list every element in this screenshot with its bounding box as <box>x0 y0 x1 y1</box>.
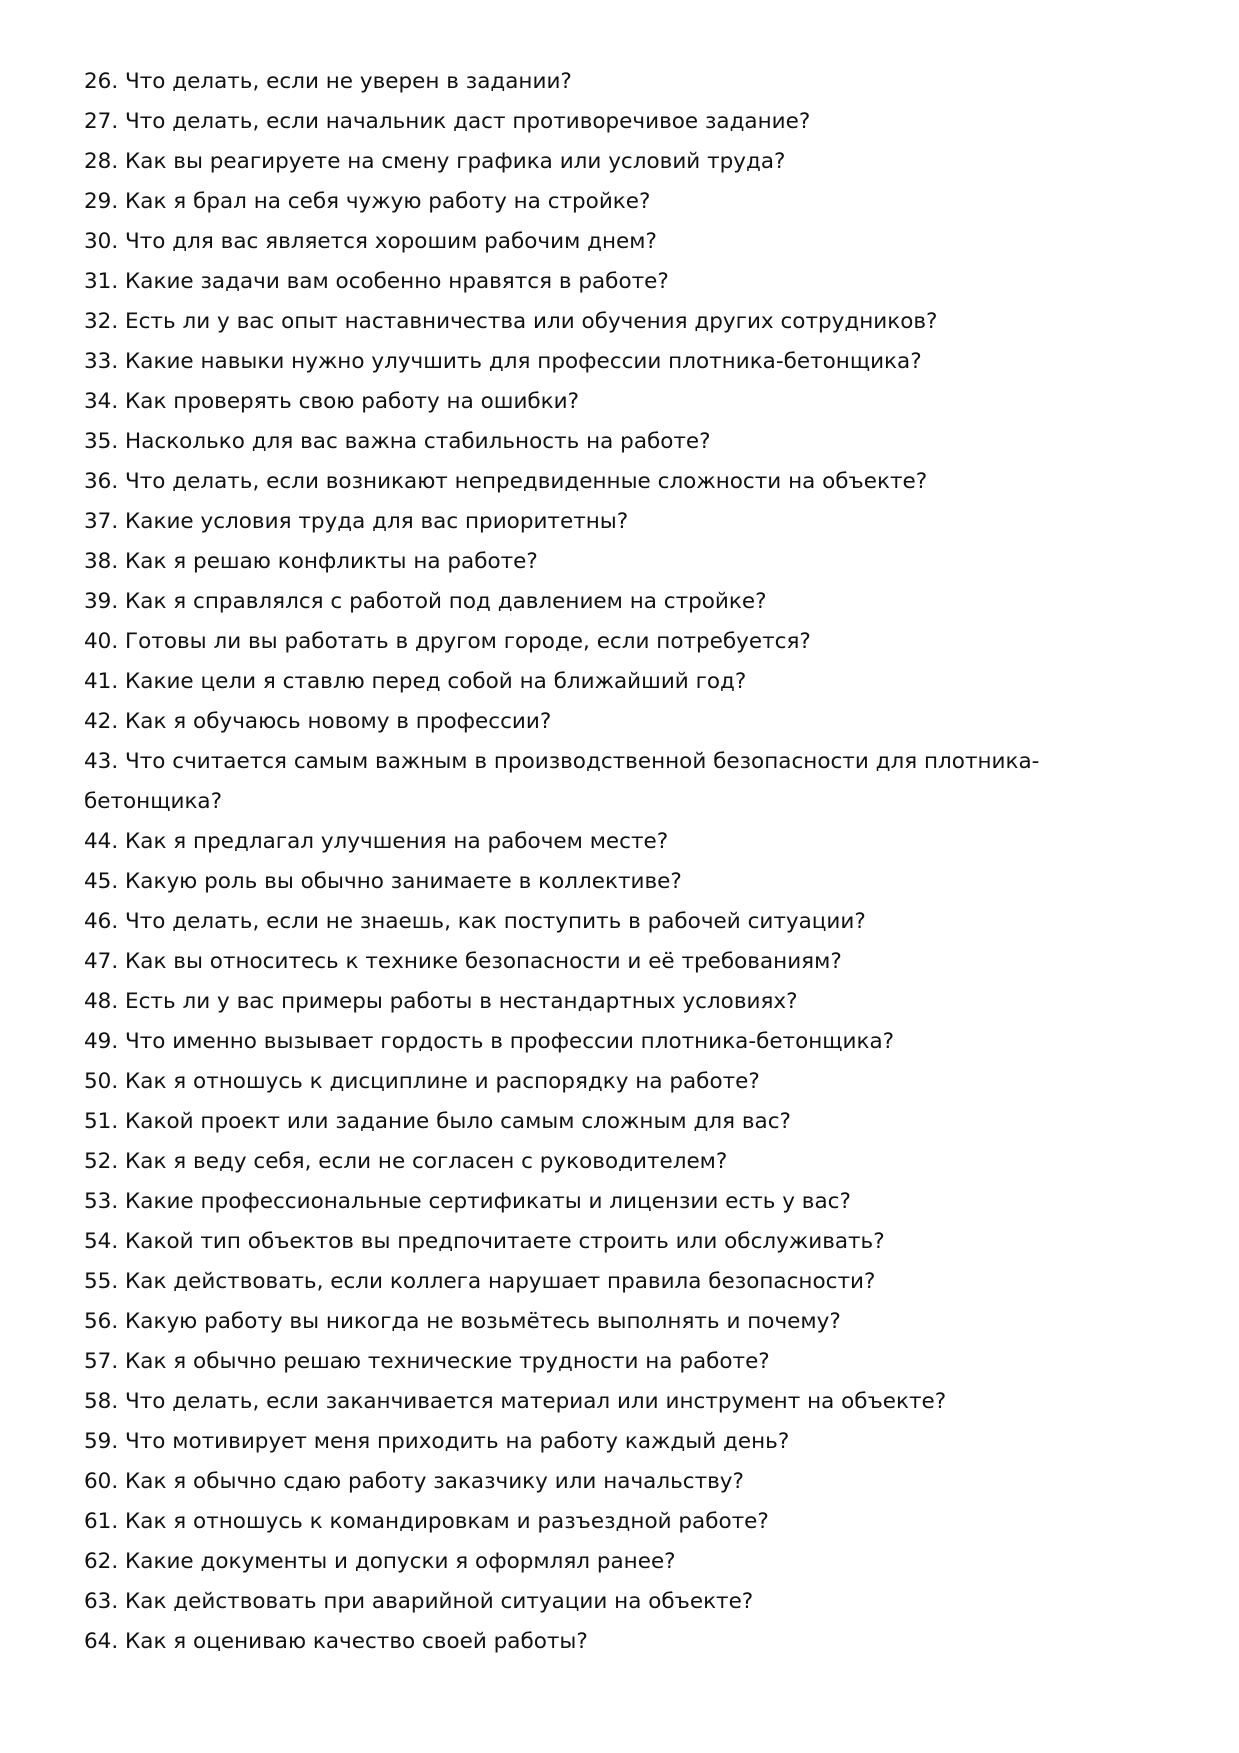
question-item-64: 64. Как я оцениваю качество своей работы? <box>84 1629 588 1654</box>
question-item-38: 38. Как я решаю конфликты на работе? <box>84 549 538 574</box>
question-item-32: 32. Есть ли у вас опыт наставничества или обучения других сотрудников? <box>84 309 938 334</box>
question-item-59: 59. Что мотивирует меня приходить на работу каждый день? <box>84 1429 790 1454</box>
question-item-28: 28. Как вы реагируете на смену графика или условий труда? <box>84 149 786 174</box>
question-item-50: 50. Как я отношусь к дисциплине и распорядку на работе? <box>84 1069 760 1094</box>
question-item-48: 48. Есть ли у вас примеры работы в нестандартных условиях? <box>84 989 798 1014</box>
question-item-33: 33. Какие навыки нужно улучшить для профессии плотника-бетонщика? <box>84 349 922 374</box>
question-list <box>84 62 1084 1662</box>
question-item-47: 47. Как вы относитесь к технике безопасности и её требованиям? <box>84 949 842 974</box>
question-item-55: 55. Как действовать, если коллега нарушает правила безопасности? <box>84 1269 876 1294</box>
question-item-57: 57. Как я обычно решаю технические трудности на работе? <box>84 1349 770 1374</box>
question-item-51: 51. Какой проект или задание было самым сложным для вас? <box>84 1109 791 1134</box>
question-item-49: 49. Что именно вызывает гордость в профессии плотника-бетонщика? <box>84 1029 895 1054</box>
question-item-56: 56. Какую работу вы никогда не возьмётесь выполнять и почему? <box>84 1309 841 1334</box>
question-item-34: 34. Как проверять свою работу на ошибки? <box>84 389 580 414</box>
question-item-53: 53. Какие профессиональные сертификаты и лицензии есть у вас? <box>84 1189 851 1214</box>
question-item-27: 27. Что делать, если начальник даст противоречивое задание? <box>84 109 811 134</box>
question-item-40: 40. Готовы ли вы работать в другом городе, если потребуется? <box>84 629 811 654</box>
question-item-39: 39. Как я справлялся с работой под давлением на стройке? <box>84 589 767 614</box>
question-item-43: 43. Что считается самым важным в производственной безопасности для плотника-бетонщика? <box>84 749 1040 814</box>
question-item-45: 45. Какую роль вы обычно занимаете в коллективе? <box>84 869 682 894</box>
question-item-58: 58. Что делать, если заканчивается материал или инструмент на объекте? <box>84 1389 947 1414</box>
question-item-29: 29. Как я брал на себя чужую работу на стройке? <box>84 189 651 214</box>
question-item-37: 37. Какие условия труда для вас приоритетны? <box>84 509 629 534</box>
question-item-35: 35. Насколько для вас важна стабильность на работе? <box>84 429 711 454</box>
question-item-62: 62. Какие документы и допуски я оформлял ранее? <box>84 1549 676 1574</box>
question-item-41: 41. Какие цели я ставлю перед собой на ближайший год? <box>84 669 747 694</box>
question-item-63: 63. Как действовать при аварийной ситуации на объекте? <box>84 1589 754 1614</box>
question-item-52: 52. Как я веду себя, если не согласен с руководителем? <box>84 1149 728 1174</box>
question-item-60: 60. Как я обычно сдаю работу заказчику или начальству? <box>84 1469 744 1494</box>
question-item-26: 26. Что делать, если не уверен в задании? <box>84 69 572 94</box>
question-item-44: 44. Как я предлагал улучшения на рабочем месте? <box>84 829 669 854</box>
question-item-61: 61. Как я отношусь к командировкам и разъездной работе? <box>84 1509 769 1534</box>
question-item-46: 46. Что делать, если не знаешь, как поступить в рабочей ситуации? <box>84 909 866 934</box>
question-item-54: 54. Какой тип объектов вы предпочитаете строить или обслуживать? <box>84 1229 885 1254</box>
question-item-42: 42. Как я обучаюсь новому в профессии? <box>84 709 552 734</box>
question-item-31: 31. Какие задачи вам особенно нравятся в работе? <box>84 269 669 294</box>
question-item-30: 30. Что для вас является хорошим рабочим днем? <box>84 229 657 254</box>
question-item-36: 36. Что делать, если возникают непредвиденные сложности на объекте? <box>84 469 928 494</box>
